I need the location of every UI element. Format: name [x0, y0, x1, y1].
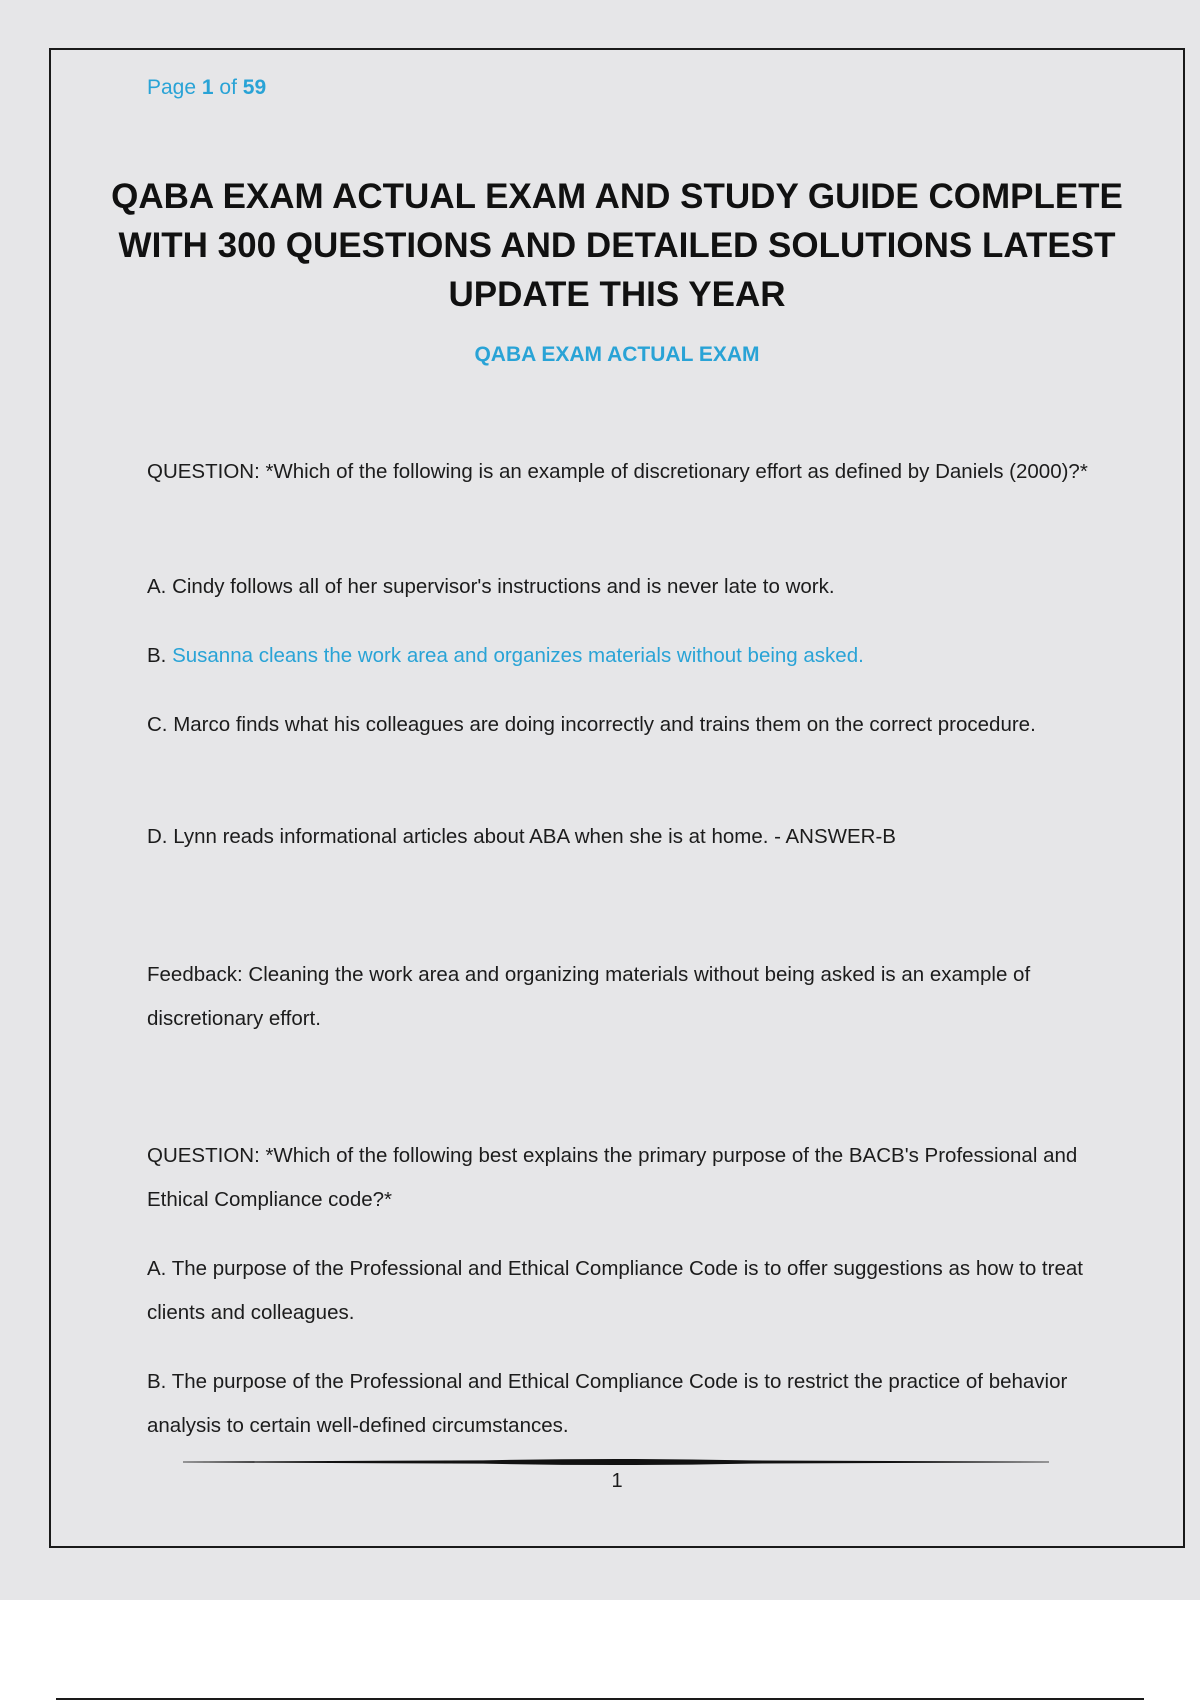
document-title: QABA EXAM ACTUAL EXAM AND STUDY GUIDE COMPLETE WITH 300 QUESTIONS AND DETAILED SOLUTIONS LATEST UPDATE THIS YEAR: [111, 177, 1123, 314]
question-2-prompt: QUESTION: *Which of the following best explains the primary purpose of the BACB's Professional and Ethical Compliance code?*: [147, 1144, 1078, 1211]
question-1-option-b: B. Susanna cleans the work area and organizes materials without being asked.: [147, 644, 864, 667]
question-1-option-d: D. Lynn reads informational articles about ABA when she is at home. - ANSWER-B: [147, 825, 896, 848]
document-subtitle: QABA EXAM ACTUAL EXAM: [474, 343, 760, 366]
footer-page-number: 1: [611, 1470, 623, 1492]
question-1-option-c: C. Marco finds what his colleagues are doing incorrectly and trains them on the correct procedure.: [147, 713, 1036, 736]
question-1-option-a: A. Cindy follows all of her supervisor's instructions and is never late to work.: [147, 575, 835, 598]
highlighted-answer-text: Susanna cleans the work area and organizes materials without being asked.: [172, 644, 864, 667]
page-counter: Page 1 of 59: [147, 76, 267, 99]
current-page-number: 1: [201, 76, 214, 99]
question-1-prompt: QUESTION: *Which of the following is an example of discretionary effort as defined by Daniels (2000)?*: [147, 460, 1088, 483]
question-1-feedback: Feedback: Cleaning the work area and organizing materials without being asked is an example of discretionary effort.: [147, 963, 1031, 1030]
footer-divider: [183, 1457, 1049, 1467]
document-page: [49, 48, 1185, 1548]
total-pages: 59: [242, 76, 267, 99]
question-2-option-b: B. The purpose of the Professional and Ethical Compliance Code is to restrict the practice of behavior analysis to certain well-defined circumstances.: [147, 1370, 1068, 1437]
question-2-option-a: A. The purpose of the Professional and Ethical Compliance Code is to offer suggestions as how to treat clients and colleagues.: [147, 1257, 1083, 1324]
